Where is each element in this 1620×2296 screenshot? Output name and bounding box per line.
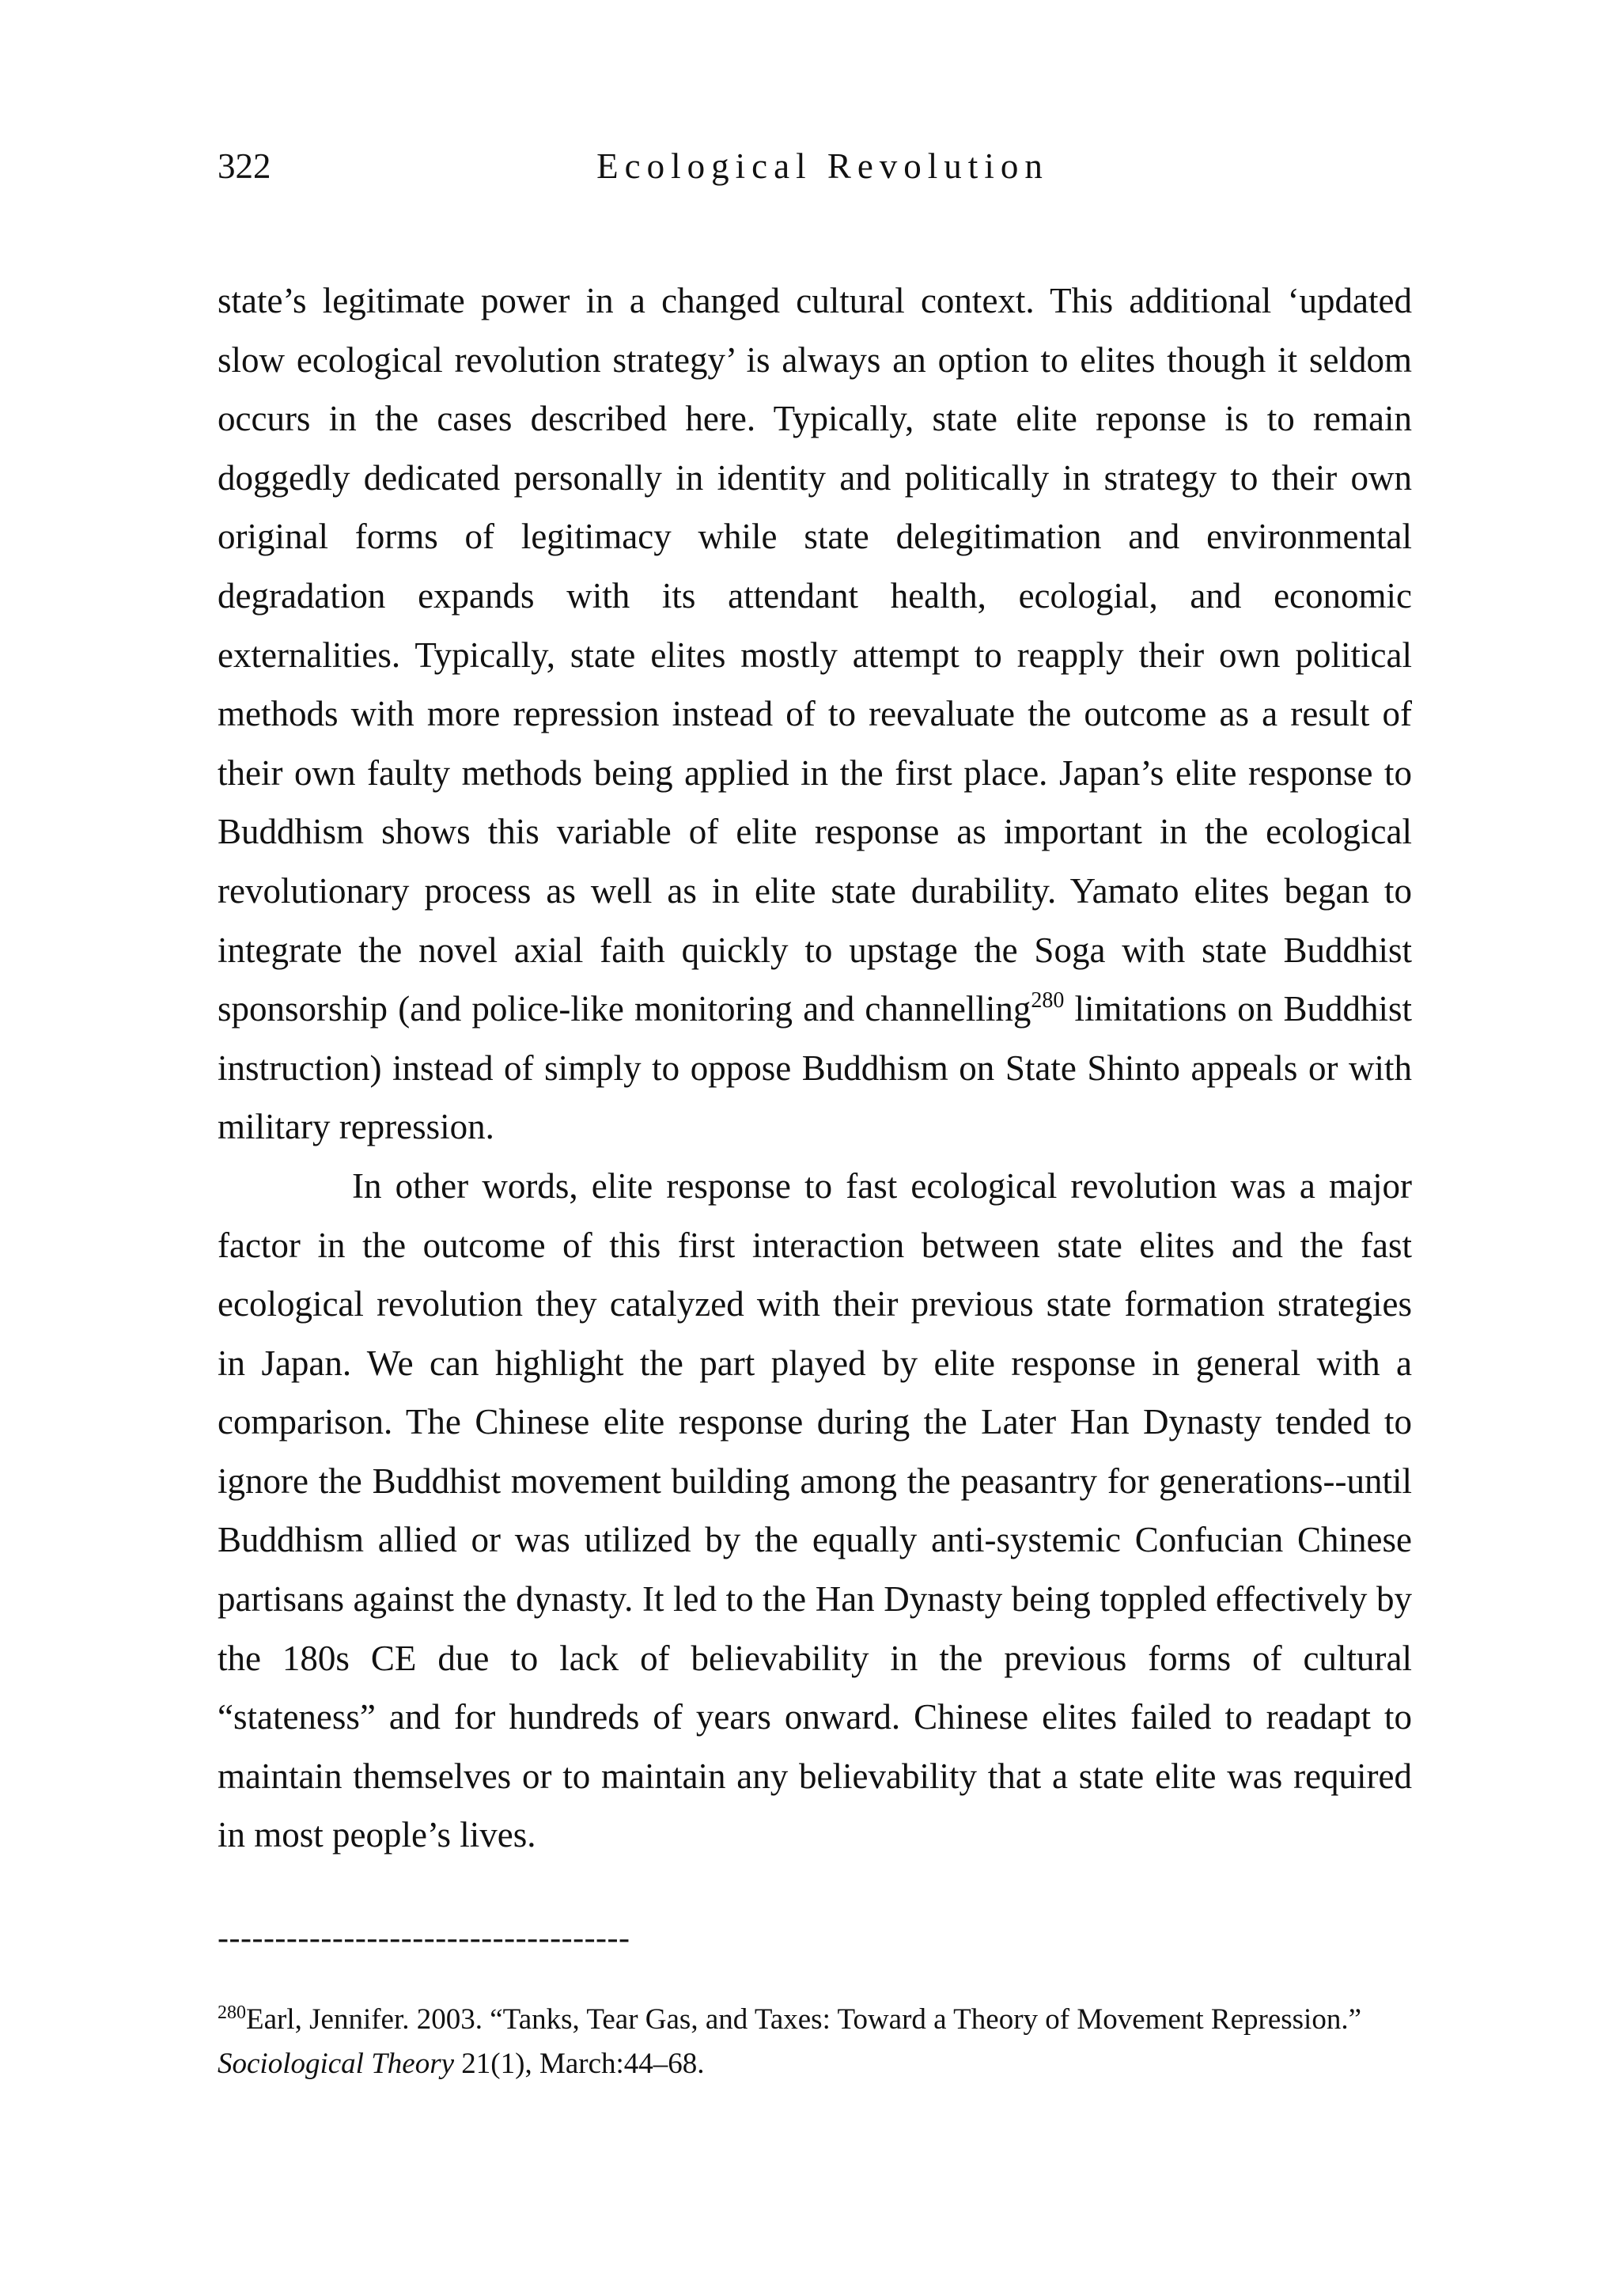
paragraph-1-text-b: limitations on Buddhist instruction) instead of simply to oppose Buddhism on State Shinto appeals or with military repression. [218, 989, 1412, 1147]
paragraph-1 [218, 271, 1412, 1157]
paragraph-2: In other words, elite response to fast ecological revolution was a major factor in the outcome of this first interaction between state elites and the fast ecological revolution they catalyzed with their previous state formation strategies in Japan. We can highlight the part played by elite response in general with a comparison. The Chinese elite response during the Later Han Dynasty tended to ignore the Buddhist movement building among the peasantry for generations--until Buddhism allied or was utilized by the equally anti-systemic Confucian Chinese partisans against the dynasty. It led to the Han Dynasty being toppled effectively by the 180s CE due to lack of believability in the previous forms of cultural “stateness” and for hundreds of years onward. Chinese elites failed to readapt to maintain themselves or to maintain any believability that a state elite was required in most people’s lives. [218, 1165, 1412, 1855]
paragraph-1-text-a: state’s legitimate power in a changed cultural context. This additional ‘updated slow ecological revolution strategy’ is always an option to elites though it seldom occurs in the cases described here. Typically, state elite reponse is to remain doggedly dedicated personally in identity and politically in strategy to their own original forms of legitimacy while state delegitimation and environmental degradation expands with its attendant health, ecologial, and economic externalities. Typically, state elites mostly attempt to reapply their own political methods with more repression instead of to reevaluate the outcome as a result of their own faulty methods being applied in the first place. Japan’s elite response to Buddhism shows this variable of elite response as important in the ecological revolutionary process as well as in elite state durability. Yamato elites began to integrate the novel axial faith quickly to upstage the Soga with state Buddhist sponsorship (and police-like monitoring and channelling [218, 281, 1412, 1029]
footnote-separator: ------------------------------------ [218, 1920, 630, 1957]
body-text [218, 271, 1412, 1865]
page-number: 322 [218, 146, 271, 186]
footnote-text-b: 21(1), March:44–68. [454, 2048, 705, 2080]
footnote-marker: 280 [218, 2002, 246, 2023]
footnote-280 [218, 1998, 1412, 2086]
running-head [218, 142, 1412, 190]
footnote-text-a: Earl, Jennifer. 2003. “Tanks, Tear Gas, and Taxes: Toward a Theory of Movement Repression.” [246, 2003, 1361, 2036]
footnote-journal-title: Sociological Theory [218, 2048, 455, 2080]
footnote-reference-280[interactable]: 280 [1031, 988, 1065, 1013]
running-title: Ecological Revolution [596, 146, 1049, 186]
